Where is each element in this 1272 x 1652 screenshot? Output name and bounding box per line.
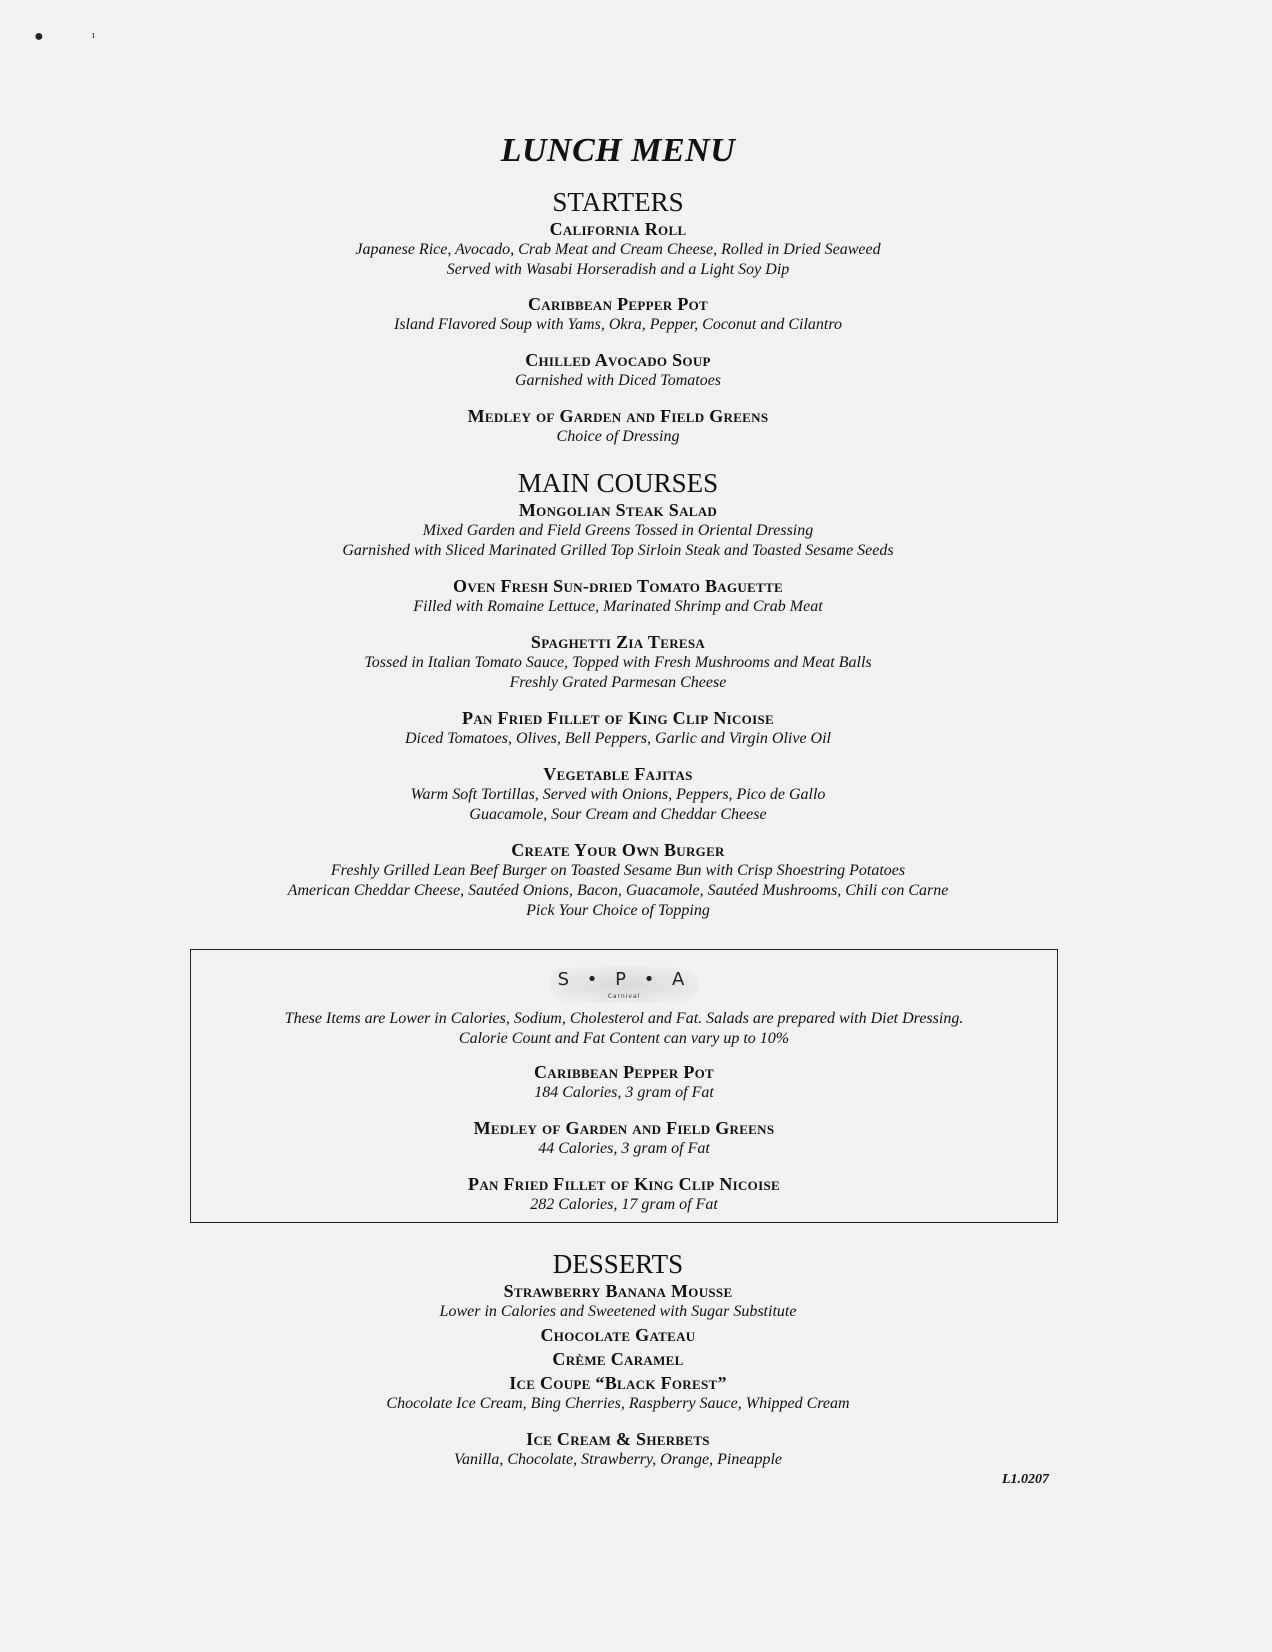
- main-courses-heading: MAIN COURSES: [517, 468, 719, 498]
- item-desc: Freshly Grated Parmesan Cheese: [509, 674, 727, 691]
- item-desc: Freshly Grilled Lean Beef Burger on Toasted Sesame Bun with Crisp Shoestring Potatoes: [330, 862, 906, 879]
- desserts-heading: DESSERTS: [552, 1249, 684, 1279]
- menu-item: [0, 631, 1236, 693]
- item-name: Oven Fresh Sun-dried Tomato Baguette: [453, 576, 783, 596]
- menu-page: ● ı LUNCH MENU STARTERS California Roll Japanese Rice, Avocado, Crab Meat and Cream Cheese, Rolled in Dried Seaweed Served with Wasabi Horseradish and a Light Soy Dip Caribbean Pepper Pot Island Flavored Soup with Yams, Okra, Pepper, Coconut and Cilantro Chilled Avocado Soup Garnished with Diced Tomatoes Medley of Garden and Field Greens Choice of Dressing MAIN COURSES Mongolian Steak Salad Mixed Garden and Field Greens Tossed in Oriental Dressing Garnished with Sliced Marinated Grilled Top Sirloin Steak and Toasted Sesame Seeds Oven Fresh Sun-dried Tomato Baguette Filled with Romaine Lettuce, Marinated Shrimp and Crab Meat Spaghetti Zia Teresa Tossed in Italian Tomato Sauce, Topped with Fresh Mushrooms and Meat Balls Freshly Grated Parmesan Cheese Pan Fried Fillet of King Clip Nicoise Diced Tomatoes, Olives, Bell Peppers, Garlic and Virgin Olive Oil Vegetable Fajitas Warm Soft Tortillas, Served with Onions, Peppers, Pico de Gallo Guacamole, Sour Cream and Cheddar Cheese Create Your Own Burger Freshly Grilled Lean Beef Burger on Toasted Sesame Bun with Crisp Shoestring Potatoes American Cheddar Cheese, Sautéed Onions, Bacon, Guacamole, Sautéed Mushrooms, Chili con Carne Pick Your Choice of Topping S • P • A Carnival These Items are Lower in Calories, Sodium, Cholesterol and Fat. Salads are prepared with Diet Dressing. Calorie Count and Fat Content can vary up to 10% Caribbean Pepper Pot 184 Calories, 3 gram of Fat Medley of Garden and Field Greens 44 Calories, 3 gram of Fat Pan Fried Fillet of King Clip Nicoise 282 Calories, 17 gram of Fat DESSERTS Strawberry Banana Mousse Lower in Calories and Sweetened with Sugar Substitute Chocolate Gateau Crème Caramel Ice Coupe “Black Forest” Chocolate Ice Cream, Bing Cherries, Raspberry Sauce, Whipped Cream Ice Cream & Sherbets Vanilla, Chocolate, Strawberry, Orange, Pineapple L1.0207: [0, 0, 1272, 1652]
- spa-item: [191, 1117, 1057, 1159]
- item-desc: 44 Calories, 3 gram of Fat: [538, 1140, 710, 1157]
- item-desc: Choice of Dressing: [556, 428, 680, 445]
- item-desc: 184 Calories, 3 gram of Fat: [534, 1084, 714, 1101]
- item-desc: Tossed in Italian Tomato Sauce, Topped with Fresh Mushrooms and Meat Balls: [364, 654, 872, 671]
- menu-item: [0, 1348, 1236, 1370]
- item-name: Create Your Own Burger: [511, 840, 725, 860]
- main-courses-section: [0, 467, 1236, 935]
- item-desc: Garnished with Sliced Marinated Grilled Top Sirloin Steak and Toasted Sesame Seeds: [342, 542, 894, 559]
- menu-item: [0, 405, 1236, 447]
- menu-item: [0, 575, 1236, 617]
- menu-item: [0, 293, 1236, 335]
- menu-code: L1.0207: [1002, 1472, 1050, 1487]
- item-desc: Japanese Rice, Avocado, Crab Meat and Cream Cheese, Rolled in Dried Seaweed: [355, 241, 881, 258]
- item-name: California Roll: [549, 219, 687, 239]
- menu-item: [0, 1372, 1236, 1414]
- item-desc: Served with Wasabi Horseradish and a Light Soy Dip: [446, 261, 790, 278]
- item-name: Caribbean Pepper Pot: [533, 1062, 714, 1082]
- spa-logo-mark: S • P • A: [557, 969, 691, 990]
- menu-item: [0, 1428, 1236, 1470]
- menu-item: [0, 499, 1236, 561]
- item-desc: Garnished with Diced Tomatoes: [514, 372, 722, 389]
- starters-heading: STARTERS: [552, 187, 684, 217]
- starters-section: [0, 186, 1236, 461]
- spa-item: [191, 1061, 1057, 1103]
- item-desc: American Cheddar Cheese, Sautéed Onions, Bacon, Guacamole, Sautéed Mushrooms, Chili con Carne: [287, 882, 949, 899]
- spa-logo-sub: Carnival: [607, 993, 641, 1000]
- item-desc: 282 Calories, 17 gram of Fat: [530, 1196, 718, 1213]
- item-name: Pan Fried Fillet of King Clip Nicoise: [462, 708, 774, 728]
- item-name: Vegetable Fajitas: [543, 764, 693, 784]
- item-name: Strawberry Banana Mousse: [503, 1281, 733, 1301]
- item-name: Crème Caramel: [552, 1349, 684, 1369]
- item-name: Medley of Garden and Field Greens: [473, 1118, 775, 1138]
- spa-box: [190, 949, 1058, 1223]
- item-desc: Warm Soft Tortillas, Served with Onions, Peppers, Pico de Gallo: [410, 786, 826, 803]
- menu-item: [0, 349, 1236, 391]
- spa-item: [191, 1173, 1057, 1215]
- item-name: Medley of Garden and Field Greens: [467, 406, 769, 426]
- item-name: Mongolian Steak Salad: [518, 500, 718, 520]
- item-name: Ice Cream & Sherbets: [526, 1429, 710, 1449]
- item-desc: Lower in Calories and Sweetened with Sugar Substitute: [439, 1303, 797, 1320]
- item-desc: Diced Tomatoes, Olives, Bell Peppers, Garlic and Virgin Olive Oil: [404, 730, 831, 747]
- item-name: Pan Fried Fillet of King Clip Nicoise: [468, 1174, 780, 1194]
- item-desc: Filled with Romaine Lettuce, Marinated Shrimp and Crab Meat: [413, 598, 823, 615]
- menu-item: [0, 707, 1236, 749]
- menu-item: [0, 218, 1236, 280]
- desserts-section: [0, 1248, 1236, 1484]
- item-desc: Chocolate Ice Cream, Bing Cherries, Raspberry Sauce, Whipped Cream: [386, 1395, 850, 1412]
- spa-intro: Calorie Count and Fat Content can vary up to 10%: [458, 1030, 790, 1047]
- item-name: Chocolate Gateau: [540, 1325, 696, 1345]
- menu-title: LUNCH MENU: [500, 132, 736, 169]
- item-desc: Island Flavored Soup with Yams, Okra, Pepper, Coconut and Cilantro: [394, 316, 842, 333]
- menu-item: [0, 839, 1236, 921]
- spa-logo: [549, 967, 699, 1003]
- item-desc: Mixed Garden and Field Greens Tossed in Oriental Dressing: [422, 522, 814, 539]
- item-name: Chilled Avocado Soup: [525, 350, 711, 370]
- menu-item: [0, 763, 1236, 825]
- menu-item: [0, 1324, 1236, 1346]
- item-name: Spaghetti Zia Teresa: [530, 632, 706, 652]
- spa-intro: These Items are Lower in Calories, Sodium, Cholesterol and Fat. Salads are prepared with Diet Dressing.: [284, 1010, 964, 1027]
- menu-item: [0, 1280, 1236, 1322]
- item-desc: Guacamole, Sour Cream and Cheddar Cheese: [469, 806, 767, 823]
- item-desc: Vanilla, Chocolate, Strawberry, Orange, Pineapple: [454, 1451, 782, 1468]
- item-desc: Pick Your Choice of Topping: [526, 902, 710, 919]
- item-name: Caribbean Pepper Pot: [527, 294, 708, 314]
- item-name: Ice Coupe “Black Forest”: [509, 1373, 727, 1393]
